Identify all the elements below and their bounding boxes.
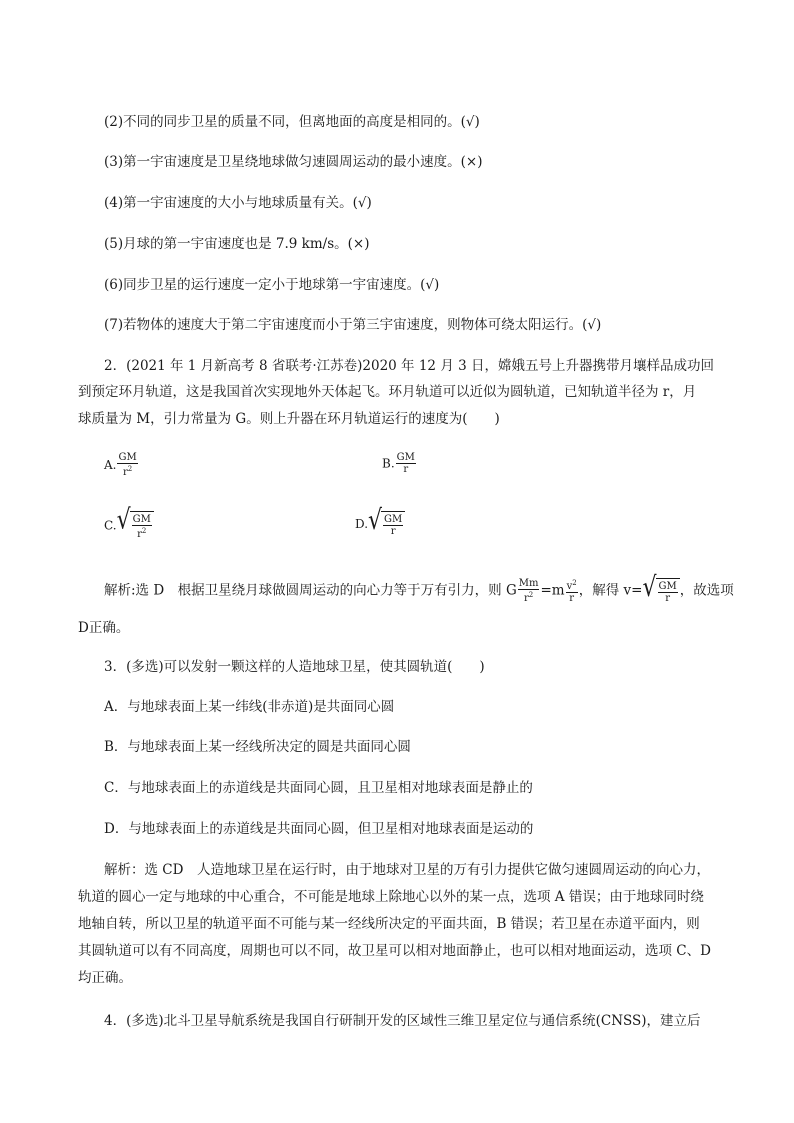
q2-option-b [382,452,417,475]
q3-analysis-line-3: 地轴自转，所以卫星的轨道平面不可能与某一经线所决定的平面共面，B 错误；若卫星在赤道平面内，则 [78,916,700,932]
option-label: A. [104,458,117,472]
q2-stem-line-1: 2．(2021 年 1 月新高考 8 省联考·江苏卷)2020 年 12 月 3 日，嫦娥五号上升器携带月壤样品成功回 [104,358,714,374]
radical-sign-icon: √ [116,504,131,537]
judgment-4: (4)第一宇宙速度的大小与地球质量有关。(√) [104,195,372,211]
q2-analysis-line-1 [104,572,734,604]
q3-option-d: D．与地球表面上的赤道线是共面同心圆，但卫星相对地球表面是运动的 [104,821,534,837]
denominator [122,464,133,478]
option-label: C. [104,518,117,533]
radicand [130,511,154,540]
square-root [116,504,154,540]
q3-analysis-line-1: 解析：选 CD 人造地球卫星在运行时，由于地球对卫星的万有引力提供它做匀速圆周运动的向心力， [104,862,710,878]
fraction [518,578,540,604]
denominator: r [390,526,396,537]
judgment-3: (3)第一宇宙速度是卫星绕地球做匀速圆周运动的最小速度。(×) [104,154,483,170]
exponent: 2 [127,465,133,473]
q4-stem: 4．(多选)北斗卫星导航系统是我国自行研制开发的区域性三维卫星定位与通信系统(CNSS)，建立后 [104,1013,701,1029]
q2-option-c [104,504,154,540]
denominator: r [665,593,670,604]
q3-option-c: C．与地球表面上的赤道线是共面同心圆，且卫星相对地球表面是静止的 [104,780,533,796]
equals-m: =m [540,582,565,599]
numerator: GM [132,514,151,525]
numerator: GM [396,452,415,463]
fraction [396,452,416,475]
fraction [566,578,578,604]
judgment-6: (6)同步卫星的运行速度一定小于地球第一宇宙速度。(√) [104,277,440,293]
numerator: GM [384,514,403,525]
denominator [523,590,534,604]
q2-stem-line-3: 球质量为 M，引力常量为 G。则上升器在环月轨道运行的速度为( ) [78,411,500,427]
q3-analysis-line-4: 其圆轨道可以有不同高度，周期也可以不同，故卫星可以相对地面静止，也可以相对地面运动，选项 C、D [78,943,711,959]
numerator: Mm [518,578,539,589]
fraction [117,452,137,478]
analysis-text: ，解得 v= [578,582,643,599]
denominator: r [403,464,409,475]
q3-option-a: A．与地球表面上某一纬线(非赤道)是共面同心圆 [104,699,395,715]
q3-stem: 3．(多选)可以发射一颗这样的人造地球卫星，使其圆轨道( ) [104,659,485,675]
denominator-base: r [523,593,529,604]
judgment-7: (7)若物体的速度大于第二宇宙速度而小于第三宇宙速度，则物体可绕太阳运行。(√) [104,317,602,333]
square-root [368,505,405,537]
option-label: B. [382,456,395,471]
q2-analysis-line-2: D正确。 [78,620,130,636]
q2-stem-line-2: 到预定环月轨道，这是我国首次实现地外天体起飞。环月轨道可以近似为圆轨道，已知轨道半径为 r，月 [78,384,697,400]
judgment-2: (2)不同的同步卫星的质量不同，但离地面的高度是相同的。(√) [104,114,480,130]
q3-option-b: B．与地球表面上某一经线所决定的圆是共面同心圆 [104,739,411,755]
q3-analysis-line-2: 轨道的圆心一定与地球的中心重合，不可能是地球上除地心以外的某一点，选项 A 错误；由于地球同时绕 [78,889,704,905]
q3-analysis-line-5: 均正确。 [78,970,132,986]
exponent: 2 [141,527,147,535]
radical-sign-icon: √ [368,505,383,537]
denominator: r [569,593,575,604]
option-label: D. [355,517,369,531]
denominator-base: r [137,529,142,540]
numerator [566,578,578,593]
judgment-5: (5)月球的第一宇宙速度也是 7.9 km/s。(×) [104,236,370,252]
radicand [381,511,405,537]
exponent: 2 [572,579,577,587]
numerator: GM [118,452,137,463]
numerator-base: v [566,581,573,592]
denominator [137,526,146,540]
radical-sign-icon: √ [642,572,657,604]
numerator: GM [658,581,677,592]
q2-option-a [104,452,139,478]
exponent: 2 [528,591,534,599]
analysis-text: 解析:选 D 根据卫星绕月球做圆周运动的向心力等于万有引力，则 G [104,582,517,599]
analysis-text: ，故选项 [679,582,734,599]
square-root [642,572,679,604]
denominator-base: r [122,467,128,478]
q2-option-d [355,505,405,537]
radicand [656,578,680,604]
